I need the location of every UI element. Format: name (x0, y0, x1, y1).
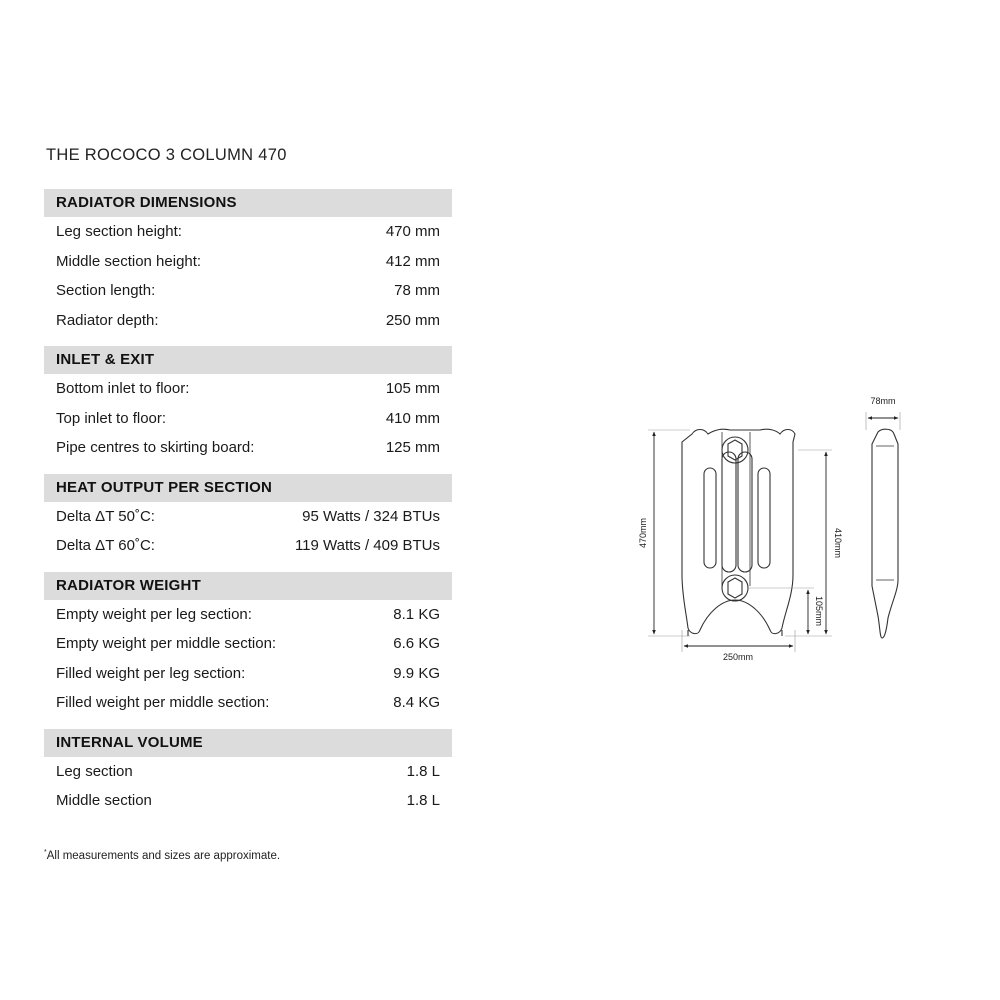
page-title: THE ROCOCO 3 COLUMN 470 (46, 146, 287, 164)
label-470: 470mm (638, 517, 648, 549)
spec-row (44, 786, 452, 816)
spec-row (44, 659, 452, 689)
label-250: 250mm (722, 652, 754, 662)
spec-value: 95 Watts / 324 BTUs (302, 507, 440, 525)
spec-value: 1.8 L (406, 762, 440, 780)
section-heading: INTERNAL VOLUME (44, 729, 452, 757)
spec-label: Middle section (56, 792, 152, 810)
spec-row (44, 247, 452, 277)
spec-row (44, 217, 452, 247)
spec-label: Empty weight per middle section: (56, 635, 277, 653)
footnote-mark: * (44, 849, 47, 856)
section-heading: HEAT OUTPUT PER SECTION (44, 474, 452, 502)
spec-row (44, 374, 452, 404)
spec-row (44, 757, 452, 787)
spec-label: Section length: (56, 282, 156, 300)
radiator-diagram (630, 390, 920, 670)
spec-label: Empty weight per leg section: (56, 605, 252, 623)
section-heading: INLET & EXIT (44, 346, 452, 374)
spec-row (44, 600, 452, 630)
spec-value: 8.1 KG (393, 605, 440, 623)
spec-row (44, 404, 452, 434)
spec-row (44, 629, 452, 659)
spec-value: 8.4 KG (393, 694, 440, 712)
dimension-78 (866, 396, 900, 430)
spec-label: Leg section (56, 762, 133, 780)
spec-label: Filled weight per middle section: (56, 694, 270, 712)
label-105: 105mm (814, 595, 824, 627)
spec-value: 105 mm (385, 380, 440, 398)
spec-label: Delta ΔT 60˚C: (56, 537, 155, 555)
spec-row (44, 531, 452, 561)
spec-value: 125 mm (385, 439, 440, 457)
spec-value: 250 mm (385, 311, 440, 329)
spec-label: Top inlet to floor: (56, 409, 167, 427)
dimension-250 (682, 630, 795, 662)
footnote-text: All measurements and sizes are approximate. (46, 850, 281, 862)
label-410: 410mm (833, 527, 843, 559)
spec-value: 470 mm (385, 223, 440, 241)
spec-value: 412 mm (385, 252, 440, 270)
section-radiator-dimensions (44, 189, 452, 335)
spec-value: 410 mm (385, 409, 440, 427)
spec-value: 9.9 KG (393, 664, 440, 682)
spec-label: Radiator depth: (56, 311, 159, 329)
spec-label: Delta ΔT 50˚C: (56, 507, 155, 525)
spec-label: Leg section height: (56, 223, 182, 241)
spec-value: 119 Watts / 409 BTUs (294, 537, 440, 555)
radiator-side-view (872, 429, 898, 638)
section-heat-output (44, 474, 452, 561)
section-heading: RADIATOR WEIGHT (44, 572, 452, 600)
section-inlet-exit (44, 346, 452, 463)
label-78: 78mm (870, 396, 896, 406)
section-internal-volume (44, 729, 452, 816)
spec-row (44, 688, 452, 718)
dimension-410 (785, 450, 843, 636)
spec-row (44, 502, 452, 532)
spec-label: Middle section height: (56, 252, 202, 270)
spec-row (44, 306, 452, 336)
section-radiator-weight (44, 572, 452, 718)
spec-label: Bottom inlet to floor: (56, 380, 190, 398)
radiator-front-view (682, 429, 795, 636)
footnote (44, 849, 280, 862)
spec-row (44, 433, 452, 463)
spec-value: 6.6 KG (393, 635, 440, 653)
spec-label: Filled weight per leg section: (56, 664, 246, 682)
section-heading: RADIATOR DIMENSIONS (44, 189, 452, 217)
spec-value: 1.8 L (406, 792, 440, 810)
spec-label: Pipe centres to skirting board: (56, 439, 255, 457)
spec-value: 78 mm (394, 282, 440, 300)
spec-table (44, 189, 452, 827)
spec-row (44, 276, 452, 306)
